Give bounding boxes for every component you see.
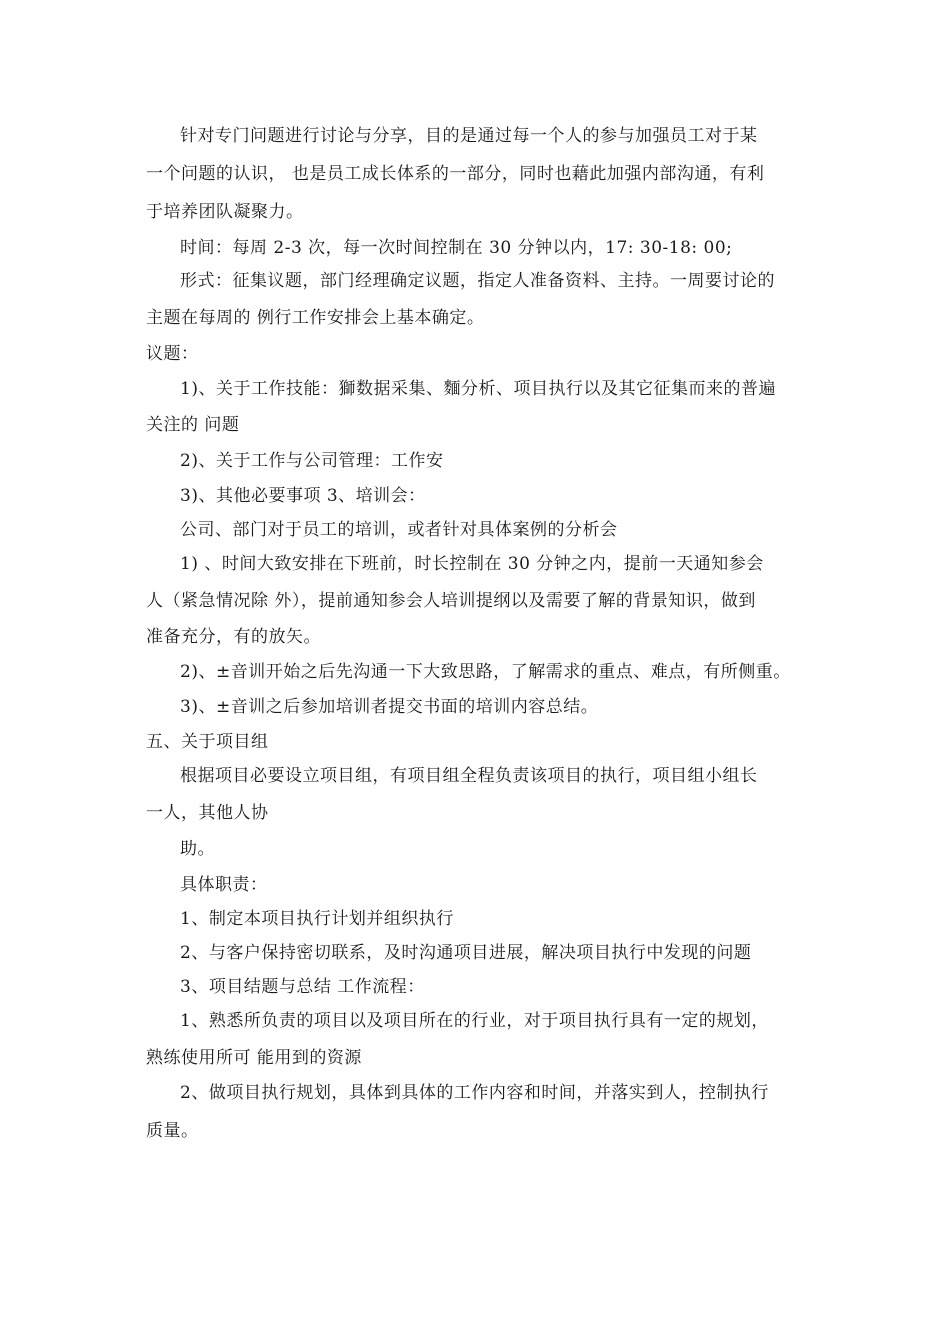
text-line: 1) 、时间大致安排在下班前，时长控制在 30 分钟之内，提前一天通知参会 <box>180 554 764 574</box>
text-line: 3)、其他必要事项 3、培训会： <box>180 486 426 506</box>
text-line: 2、与客户保持密切联系，及时沟通项目进展，解决项目执行中发现的问题 <box>180 943 752 963</box>
section-heading: 五、关于项目组 <box>146 732 269 752</box>
text-line: 议题： <box>146 344 199 364</box>
text-line: 2、做项目执行规划，具体到具体的工作内容和时间，并落实到人，控制执行 <box>180 1083 769 1103</box>
text-line: 形式：征集议题，部门经理确定议题，指定人准备资料、主持。一周要讨论的 <box>180 271 775 291</box>
text-line: 1、熟悉所负责的项目以及项目所在的行业，对于项目执行具有一定的规划， <box>180 1011 769 1031</box>
text-line: 2)、关于工作与公司管理：工作安 <box>180 451 444 471</box>
text-line: 一人，其他人协 <box>146 803 269 823</box>
text-line: 公司、部门对于员工的培训，或者针对具体案例的分析会 <box>180 520 618 540</box>
text-line: 针对专门问题进行讨论与分享，目的是通过每一个人的参与加强员工对于某 <box>180 126 758 146</box>
text-line: 一个问题的认识， 也是员工成长体系的一部分，同时也藉此加强内部沟通，有利 <box>146 164 765 184</box>
text-line: 关注的 问题 <box>146 415 240 435</box>
text-line: 于培养团队凝聚力。 <box>146 202 304 222</box>
text-line: 助。 <box>180 839 215 859</box>
text-line: 1)、关于工作技能：獅数据采集、麵分析、项目执行以及其它征集而来的普遍 <box>180 379 776 399</box>
text-line: 质量。 <box>146 1121 199 1141</box>
text-line: 1、制定本项目执行计划并组织执行 <box>180 909 454 929</box>
text-line: 3)、±音训之后参加培训者提交书面的培训内容总结。 <box>180 697 599 717</box>
text-line: 熟练使用所可 能用到的资源 <box>146 1048 362 1068</box>
text-line: 时间：每周 2-3 次，每一次时间控制在 30 分钟以内，17: 30-18: 00; <box>180 238 733 258</box>
text-line: 人（紧急情况除 外），提前通知参会人培训提纲以及需要了解的背景知识，做到 <box>146 591 756 611</box>
text-line: 具体职责： <box>180 875 268 895</box>
text-line: 根据项目必要设立项目组，有项目组全程负责该项目的执行，项目组小组长 <box>180 766 758 786</box>
text-line: 2)、±音训开始之后先沟通一下大致思路，了解需求的重点、难点，有所侧重。 <box>180 662 791 682</box>
text-line: 主题在每周的 例行工作安排会上基本确定。 <box>146 308 485 328</box>
text-line: 准备充分，有的放矢。 <box>146 627 321 647</box>
text-line: 3、项目结题与总结 工作流程： <box>180 977 425 997</box>
